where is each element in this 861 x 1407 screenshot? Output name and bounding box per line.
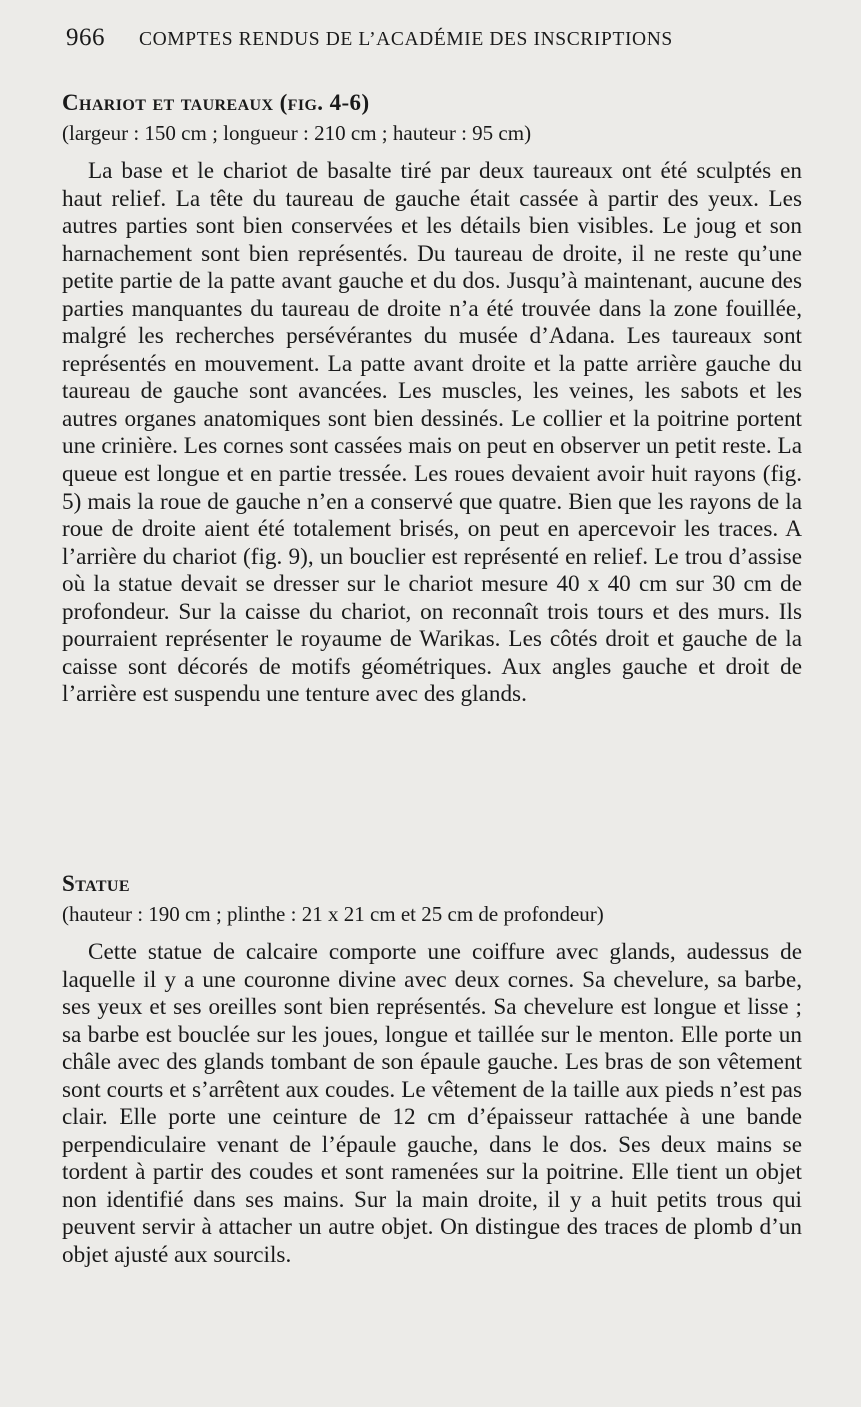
section-statue	[62, 869, 802, 1270]
running-head	[66, 24, 821, 60]
section-dimensions: (hauteur : 190 cm ; plinthe : 21 x 21 cm et 25 cm de profondeur)	[62, 902, 604, 926]
section-heading: Statue	[62, 871, 130, 896]
body-paragraph: La base et le chariot de basalte tiré par deux taureaux ont été sculptés en haut relief. La tête du taureau de gauche était cassée à partir des yeux. Les autres parties sont bien conservées et les détails bien visibles. Le joug et son harnachement sont bien représentés. Du taureau de droite, il ne reste qu’une petite partie de la patte avant gauche et du dos. Jusqu’à maintenant, aucune des parties manquantes du taureau de droite n’a été trouvée dans la zone fouillée, malgré les recherches persévérantes du musée d’Adana. Les taureaux sont représentés en mouvement. La patte avant droite et la patte arrière gauche du taureau de gauche sont avancées. Les muscles, les veines, les sabots et les autres organes anatomiques sont bien dessinés. Le collier et la poitrine portent une crinière. Les cornes sont cassées mais on peut en observer un petit reste. La queue est longue et en partie tressée. Les roues devaient avoir huit rayons (fig. 5) mais la roue de gauche n’en a conservé que quatre. Bien que les rayons de la roue de droite aient été totalement brisés, on peut en apercevoir les traces. A l’arrière du chariot (fig. 9), un bouclier est représenté en relief. Le trou d’assise où la statue devait se dresser sur le chariot mesure 40 x 40 cm sur 30 cm de profondeur. Sur la caisse du chariot, on reconnaît trois tours et des murs. Ils pourraient représenter le royaume de Warikas. Les côtés droit et gauche de la caisse sont décorés de motifs géométriques. Aux angles gauche et droit de l’arrière est suspendu une tenture avec des glands.	[62, 158, 802, 708]
page-number: 966	[66, 24, 105, 51]
section-heading: Chariot et taureaux (fig. 4-6)	[62, 90, 370, 115]
section-dimensions: (largeur : 150 cm ; longueur : 210 cm ; hauteur : 95 cm)	[62, 121, 532, 145]
section-chariot-et-taureaux	[62, 88, 802, 709]
body-paragraph: Cette statue de calcaire comporte une coiffure avec glands, audessus de laquelle il y a une couronne divine avec deux cornes. Sa chevelure, sa barbe, ses yeux et ses oreilles sont bien représentés. Sa chevelure est longue et lisse ; sa barbe est bouclée sur les joues, longue et taillée sur le menton. Elle porte un châle avec des glands tombant de son épaule gauche. Les bras de son vêtement sont courts et s’arrêtent aux coudes. Le vêtement de la taille aux pieds n’est pas clair. Elle porte une ceinture de 12 cm d’épaisseur rattachée à une bande perpendiculaire venant de l’épaule gauche, dans le dos. Ses deux mains se tordent à partir des coudes et sont ramenées sur la poitrine. Elle tient un objet non identifié dans ses mains. Sur la main droite, il y a huit petits trous qui peuvent servir à attacher un autre objet. On distingue des traces de plomb d’un objet ajusté aux sourcils.	[62, 939, 802, 1269]
journal-title: COMPTES RENDUS DE L’ACADÉMIE DES INSCRIPTIONS	[139, 29, 673, 50]
